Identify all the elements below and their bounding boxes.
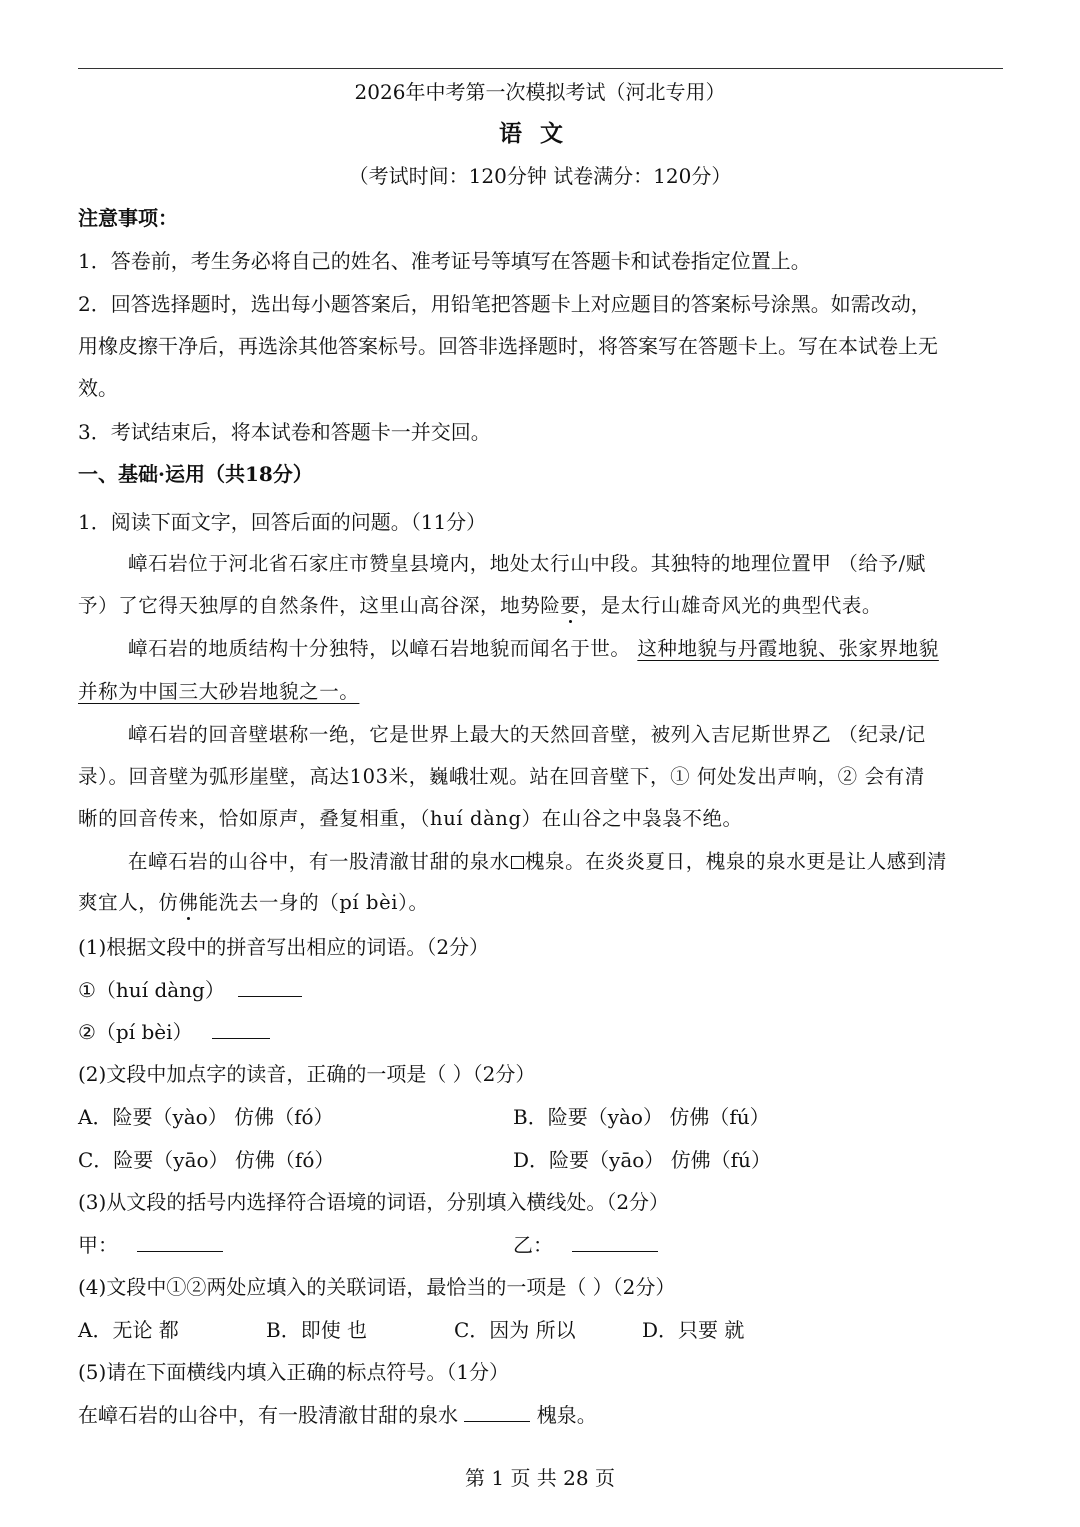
dotted-char: 佛 [178,891,199,914]
notice-heading: 注意事项： [78,206,178,230]
answer-blank-yi[interactable] [572,1233,658,1252]
subject-title: 语文 [499,120,581,147]
passage-line: 录）。回音壁为弧形崖壁，高达103米，巍峨壮观。站在回音壁下，① 何处发出声响，② 会有清 [78,765,925,788]
sub-question-4: (4)文段中①②两处应填入的关联词语，最恰当的一项是（ ）（2分） [78,1275,676,1299]
option-d[interactable]: D．险要（yāo） 仿佛（fú） [513,1148,771,1172]
notice-item: 用橡皮擦干净后，再选涂其他答案标号。回答非选择题时，将答案写在答题卡上。写在本试卷上无 [78,334,938,358]
sub-question-5: (5)请在下面横线内填入正确的标点符号。（1分） [78,1360,510,1384]
passage-line: 爽宜人，仿佛能洗去一身的（pí bèi）。 [78,891,429,914]
passage-line [78,678,1008,706]
option-a[interactable]: A．险要（yào） 仿佛（fó） [78,1105,334,1129]
page-number: 第 1 页 共 28 页 [465,1466,615,1490]
notice-item: 3．考试结束后，将本试卷和答题卡一并交回。 [78,420,491,444]
answer-blank[interactable] [238,978,302,997]
option-b[interactable]: B．即使 也 [266,1318,368,1342]
answer-line: 甲： 乙： [78,1231,1008,1259]
notice-item: 1．答卷前，考生务必将自己的姓名、准考证号等填写在答题卡和试卷指定位置上。 [78,249,811,273]
dotted-char: 要 [560,594,581,617]
underlined-sentence: 并称为中国三大砂岩地貌之一。 [78,680,360,703]
option-c[interactable]: C．险要（yāo） 仿佛（fó） [78,1148,335,1172]
section-heading: 一、基础·运用（共18分） [78,462,313,486]
option-row [78,1103,1008,1131]
passage-line: 在嶂石岩的山谷中，有一股清澈甘甜的泉水 槐泉。在炎炎夏日，槐泉的泉水更是让人感到清 [128,850,948,873]
sub-question-2: (2)文段中加点字的读音，正确的一项是（ ）（2分） [78,1062,536,1086]
passage-line: 嶂石岩的地质结构十分独特，以嶂石岩地貌而闻名于世。 这种地貌与丹霞地貌、张家界地貌 [128,637,939,660]
answer-blank-jia[interactable] [137,1233,223,1252]
sub-question-3: (3)从文段的括号内选择符合语境的词语，分别填入横线处。（2分） [78,1190,670,1214]
sub-question-1: (1)根据文段中的拼音写出相应的词语。（2分） [78,935,490,959]
answer-blank[interactable] [464,1403,530,1422]
exam-info: （考试时间：120分钟 试卷满分：120分） [348,164,732,188]
option-c[interactable]: C．因为 所以 [454,1318,576,1342]
answer-line: ①（huí dàng） [78,976,1008,1004]
option-a[interactable]: A．无论 都 [78,1318,179,1342]
option-row [78,1316,1008,1344]
option-b[interactable]: B．险要（yào） 仿佛（fú） [513,1105,770,1129]
answer-line: 在嶂石岩的山谷中，有一股清澈甘甜的泉水 槐泉。 [78,1403,597,1427]
passage-line: 嶂石岩的回音壁堪称一绝，它是世界上最大的天然回音壁，被列入吉尼斯世界乙 （纪录/记 [128,723,926,746]
passage-line: 晰的回音传来，恰如原声，叠复相重，（huí dàng）在山谷之中袅袅不绝。 [78,807,743,830]
passage-line: 嶂石岩位于河北省石家庄市赞皇县境内，地处太行山中段。其独特的地理位置甲 （给予/赋 [128,552,926,575]
underlined-sentence: 这种地貌与丹霞地貌、张家界地貌 [637,637,939,660]
notice-item: 2．回答选择题时，选出每小题答案后，用铅笔把答题卡上对应题目的答案标号涂黑。如需改动， [78,292,931,316]
notice-item: 效。 [78,376,118,400]
option-d[interactable]: D．只要 就 [642,1318,745,1342]
option-row [78,1146,1008,1174]
answer-blank[interactable] [212,1020,270,1039]
top-rule [78,68,1003,69]
passage-line: 予）了它得天独厚的自然条件，这里山高谷深，地势险要，是太行山雄奇风光的典型代表。 [78,594,883,617]
punctuation-box [511,856,524,869]
question-1-stem: 1．阅读下面文字，回答后面的问题。（11分） [78,510,487,534]
exam-title: 2026年中考第一次模拟考试（河北专用） [354,80,726,104]
answer-line: ②（pí bèi） [78,1018,1008,1046]
